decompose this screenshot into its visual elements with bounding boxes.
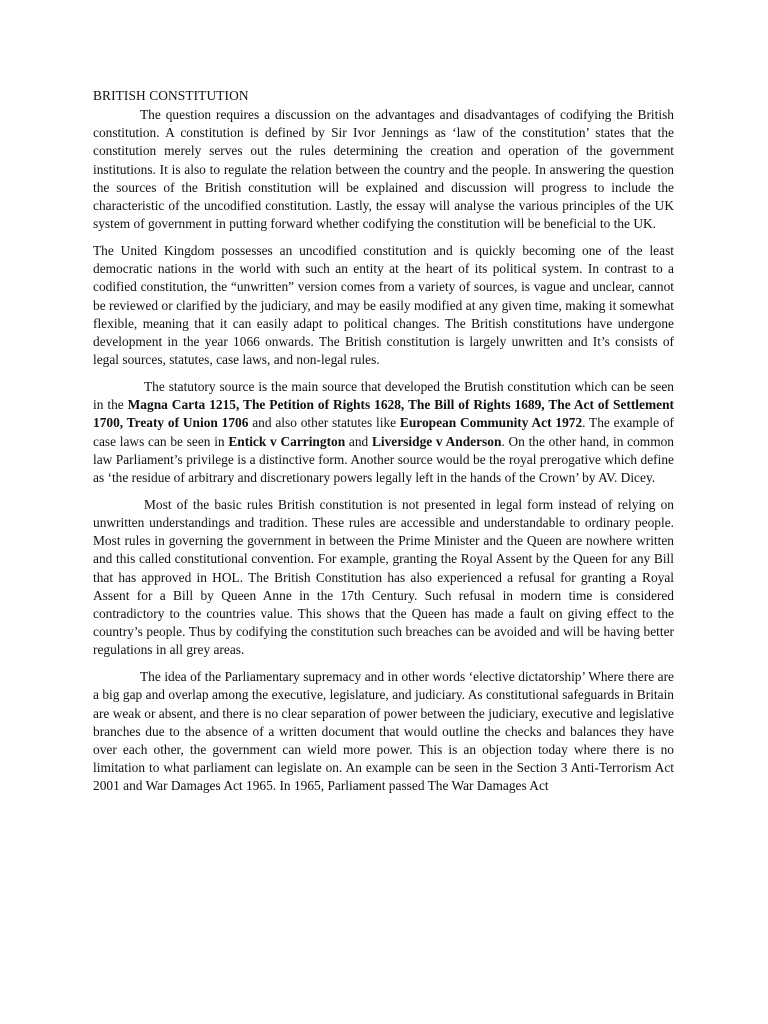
paragraph-introduction: The question requires a discussion on the advantages and disadvantages of codifying the British constitution. A constitution is defined by Sir Ivor Jennings as ‘law of the constitution’ states that the constitution merely serves out the rules determining the creation and operation of the government institutions. It is also to regulate the relation between the country and the people. In answering the question the sources of the British constitution will be explained and discussion will progress to include the characteristic of the uncodified constitution. Lastly, the essay will analyse the various principles of the UK system of government in putting forward whether codifying the constitution will be beneficial to the UK. [93,107,674,232]
document-title: BRITISH CONSTITUTION [93,88,249,103]
p3-bold-statutes: Magna Carta 1215, The Petition of Rights 1628, The Bill of Rights 1689, The Act of Settlement 1700, Treaty of Union 1706 [93,397,674,431]
paragraph-uncodified-constitution: The United Kingdom possesses an uncodified constitution and is quickly becoming one of the least democratic nations in the world with such an entity at the heart of its political system. In contrast to a codified constitution, the “unwritten” version comes from a variety of sources, is vague and unclear, cannot be reviewed or clarified by the judiciary, and may be easily modified at any given time, making it somewhat flexible, meaning that it can easily adapt to political changes. The British constitutions have undergone development in the year 1066 onwards. The British constitution is largely unwritten and It’s consists of legal sources, statutes, case laws, and non-legal rules. [93,243,674,368]
p3-text-3: . The example of case laws can be seen in [93,415,674,449]
p3-text-1: The statutory source is the main source that developed the Brutish constitution which can be seen in the [93,379,674,413]
p3-bold-eca: European Community Act 1972 [399,415,583,431]
p3-bold-entick: Entick v Carrington [228,433,346,449]
paragraph-parliamentary-supremacy: The idea of the Parliamentary supremacy and in other words ‘elective dictatorship’ Where there are a big gap and overlap among the executive, legislature, and judiciary. As constitutional safeguards in Britain are weak or absent, and there is no clear separation of power between the judiciary, executive and legislative branches due to the absence of a written document that would outline the checks and balances they have over each other, the government can wield more power. This is an objection today where there is no limitation to what parliament can legislate on. An example can be seen in the Section 3 Anti-Terrorism Act 2001 and War Damages Act 1965. In 1965, Parliament passed The War Damages Act [93,669,675,794]
p3-text-4: and [345,433,372,449]
p3-bold-liversidge: Liversidge v Anderson [371,433,502,449]
paragraph-conventions: Most of the basic rules British constitution is not presented in legal form instead of relying on unwritten understandings and tradition. These rules are accessible and understandable to ordinary people. Most rules in governing the government in between the Prime Minister and the Queen are nowhere written and this called constitutional convention. For example, granting the Royal Assent by the Queen for any Bill that has approved in HOL. The British Constitution has also experienced a refusal for granting a Royal Assent for a Bill by Queen Anne in the 17th Century. Such refusal in modern time is considered contradictory to the countries value. This shows that the Queen has made a fault on giving effect to the country’s people. Thus by codifying the constitution such breaches can be avoided and will be having better regulations in all grey areas. [93,496,674,658]
document-page [93,86,674,804]
paragraph-statutory-source [93,378,674,487]
p3-text-2: and also other statutes like [248,415,400,431]
p3-text-5: . On the other hand, in common law Parliament’s privilege is a distinctive form. Another source would be the royal prerogative which define as ‘the residue of arbitrary and discretionary powers legally left in the hands of the Crown’ by AV. Dicey. [93,433,674,486]
